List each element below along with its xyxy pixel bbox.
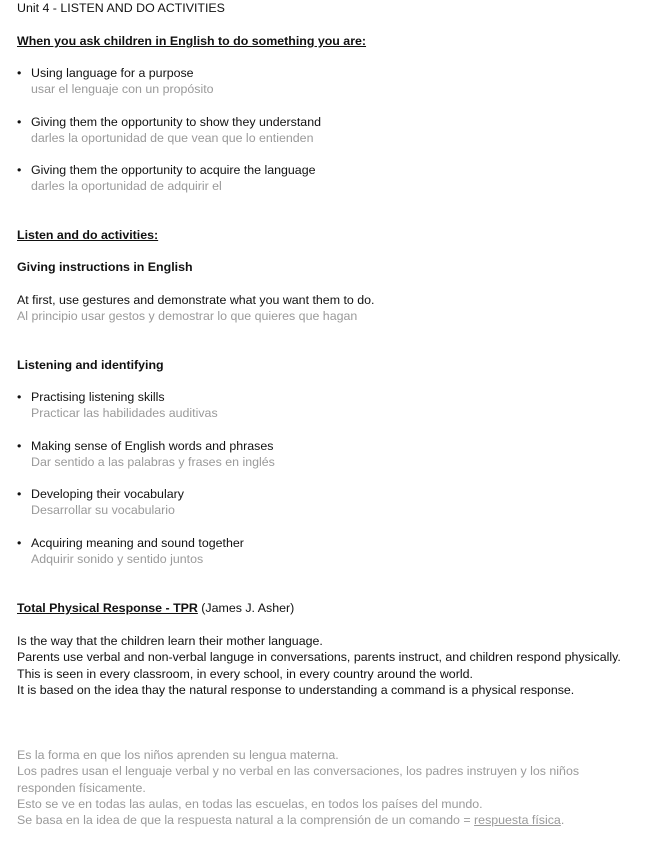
list-item: • Using language for a purpose <box>17 66 194 80</box>
translation: Dar sentido a las palabras y frases en inglés <box>31 455 275 469</box>
bullet-icon: • <box>17 390 22 404</box>
section2-subheading: Giving instructions in English <box>17 260 193 274</box>
list-item: • Acquiring meaning and sound together <box>17 536 244 550</box>
list-item: • Giving them the opportunity to acquire the language <box>17 163 316 177</box>
text-line: Se basa en la idea de que la respuesta natural a la comprensión de un comando = respuesta física. <box>17 813 565 828</box>
list-item: • Giving them the opportunity to show they understand <box>17 115 321 129</box>
list-item: • Developing their vocabulary <box>17 487 184 501</box>
translation: darles la oportunidad de que vean que lo entienden <box>31 131 314 145</box>
text-line: This is seen in every classroom, in every school, in every country around the world. <box>17 666 473 681</box>
list-item: • Making sense of English words and phrases <box>17 439 274 453</box>
translation: Al principio usar gestos y demostrar lo que quieres que hagan <box>17 309 358 323</box>
author: (James J. Asher) <box>197 601 295 615</box>
section3-heading: Listening and identifying <box>17 358 164 372</box>
section2-heading: Listen and do activities: <box>17 228 159 242</box>
text-line: Esto se ve en todas las aulas, en todas las escuelas, en todos los países del mundo. <box>17 796 483 811</box>
bullet-icon: • <box>17 66 22 80</box>
text-line: Los padres usan el lenguaje verbal y no verbal en las conversaciones, los padres instruyen y los niños responden físicamente. <box>17 764 580 795</box>
tpr-english-paragraph <box>17 633 627 698</box>
section4-heading-line <box>17 601 294 616</box>
list-item: • Practising listening skills <box>17 390 165 404</box>
section1-heading: When you ask children in English to do something you are: <box>17 34 367 48</box>
text-line: Parents use verbal and non-verbal languge in conversations, parents instruct, and children respond physically. <box>17 650 621 665</box>
bullet-icon: • <box>17 487 22 501</box>
translation: darles la oportunidad de adquirir el <box>31 179 222 193</box>
translation: usar el lenguaje con un propósito <box>31 82 214 96</box>
physical-response-link[interactable]: respuesta física <box>474 813 561 828</box>
tpr-spanish-paragraph <box>17 747 627 828</box>
page-title: Unit 4 - LISTEN AND DO ACTIVITIES <box>17 1 225 15</box>
text-line: Is the way that the children learn their mother language. <box>17 634 323 648</box>
bullet-icon: • <box>17 163 22 177</box>
paragraph: At first, use gestures and demonstrate what you want them to do. <box>17 293 375 307</box>
translation: Desarrollar su vocabulario <box>31 503 175 517</box>
section4-heading: Total Physical Response - TPR <box>17 601 198 615</box>
bullet-icon: • <box>17 536 22 550</box>
text-line: Es la forma en que los niños aprenden su lengua materna. <box>17 748 339 762</box>
bullet-icon: • <box>17 115 22 129</box>
translation: Adquirir sonido y sentido juntos <box>31 552 204 566</box>
text-line: It is based on the idea thay the natural response to understanding a command is a physical response. <box>17 682 575 697</box>
translation: Practicar las habilidades auditivas <box>31 406 218 420</box>
bullet-icon: • <box>17 439 22 453</box>
